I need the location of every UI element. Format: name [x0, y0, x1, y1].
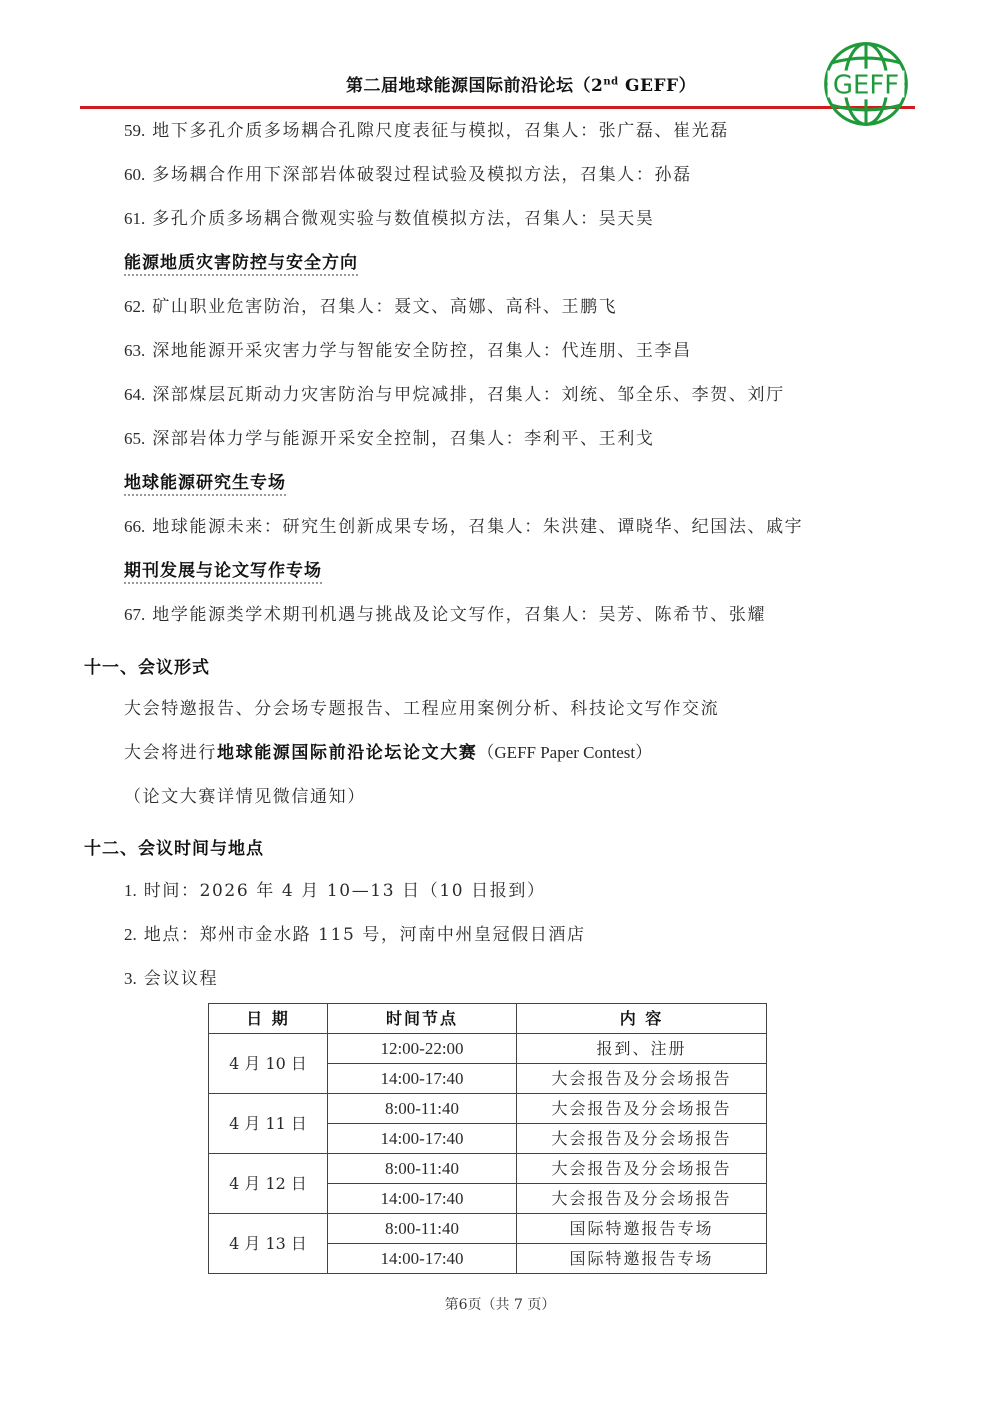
- header-divider: [80, 106, 915, 109]
- time-cell: 14:00-17:40: [328, 1124, 517, 1154]
- time-cell: 14:00-17:40: [328, 1244, 517, 1274]
- time-cell: 8:00-11:40: [328, 1154, 517, 1184]
- item-number: 62.: [124, 297, 146, 316]
- header-time: 时间节点: [328, 1004, 517, 1034]
- list-item: [124, 204, 654, 229]
- paper-contest-note: （论文大赛详情见微信通知）: [124, 787, 366, 807]
- item-number: 65.: [124, 429, 146, 448]
- header-title-text: 第二届地球能源国际前沿论坛（2: [346, 76, 604, 96]
- item-number: 2.: [124, 925, 137, 944]
- subsection-heading: 期刊发展与论文写作专场: [124, 556, 322, 584]
- content-cell: 国际特邀报告专场: [517, 1244, 767, 1274]
- time-cell: 14:00-17:40: [328, 1064, 517, 1094]
- time-cell: 8:00-11:40: [328, 1094, 517, 1124]
- item-number: 61.: [124, 209, 146, 228]
- time-cell: 14:00-17:40: [328, 1184, 517, 1214]
- document-header-title: [346, 71, 696, 96]
- table-row: [209, 1214, 767, 1244]
- item-number: 1.: [124, 881, 137, 900]
- list-item: [124, 876, 546, 901]
- meeting-format-line: 大会特邀报告、分会场专题报告、工程应用案例分析、科技论文写作交流: [124, 699, 720, 719]
- time-cell: 12:00-22:00: [328, 1034, 517, 1064]
- table-row: [209, 1094, 767, 1124]
- item-text: 地学能源类学术期刊机遇与挑战及论文写作，召集人：吴芳、陈希节、张耀: [152, 605, 767, 625]
- header-date: 日 期: [209, 1004, 328, 1034]
- header-title-suffix: GEFF）: [618, 76, 697, 96]
- paper-contest-english: （GEFF Paper Contest）: [477, 743, 653, 762]
- item-number: 64.: [124, 385, 146, 404]
- item-number: 3.: [124, 969, 137, 988]
- date-cell: 4 月 11 日: [209, 1094, 328, 1154]
- item-text: 时间：2026 年 4 月 10—13 日（10 日报到）: [143, 881, 546, 901]
- list-item: [124, 116, 729, 141]
- subsection-heading: 地球能源研究生专场: [124, 468, 286, 496]
- list-item: [124, 380, 785, 405]
- item-number: 63.: [124, 341, 146, 360]
- header-content: 内 容: [517, 1004, 767, 1034]
- item-text: 深地能源开采灾害力学与智能安全防控，召集人：代连朋、王李昌: [152, 341, 692, 361]
- list-item: [124, 512, 803, 537]
- item-text: 深部煤层瓦斯动力灾害防治与甲烷减排，召集人：刘统、邹全乐、李贺、刘厅: [152, 385, 785, 405]
- item-number: 59.: [124, 121, 146, 140]
- list-item: [124, 292, 617, 317]
- agenda-table: [208, 1003, 767, 1274]
- list-item: [124, 424, 654, 449]
- date-cell: 4 月 12 日: [209, 1154, 328, 1214]
- content-cell: 大会报告及分会场报告: [517, 1154, 767, 1184]
- content-cell: 报到、注册: [517, 1034, 767, 1064]
- content-cell: 大会报告及分会场报告: [517, 1094, 767, 1124]
- paper-contest-prefix: 大会将进行: [124, 743, 217, 763]
- agenda-header-row: [209, 1004, 767, 1034]
- item-text: 矿山职业危害防治，召集人：聂文、高娜、高科、王鹏飞: [152, 297, 618, 317]
- content-cell: 大会报告及分会场报告: [517, 1124, 767, 1154]
- page-number: 第6页（共 7 页）: [444, 1297, 556, 1313]
- section-heading: 十一、会议形式: [84, 658, 210, 678]
- table-row: [209, 1154, 767, 1184]
- subsection-heading: 能源地质灾害防控与安全方向: [124, 248, 358, 276]
- list-item: [124, 336, 692, 361]
- date-cell: 4 月 10 日: [209, 1034, 328, 1094]
- item-text: 多孔介质多场耦合微观实验与数值模拟方法，召集人：吴天昊: [152, 209, 655, 229]
- item-text: 地点：郑州市金水路 115 号，河南中州皇冠假日酒店: [143, 925, 586, 945]
- item-text: 地球能源未来：研究生创新成果专场，召集人：朱洪建、谭晓华、纪国法、戚宇: [152, 517, 804, 537]
- paper-contest-line: [124, 738, 652, 763]
- list-item: [124, 600, 766, 625]
- paper-contest-name: 地球能源国际前沿论坛论文大赛: [217, 743, 478, 763]
- item-text: 深部岩体力学与能源开采安全控制，召集人：李利平、王利戈: [152, 429, 655, 449]
- section-heading: 十二、会议时间与地点: [84, 839, 264, 859]
- item-text: 地下多孔介质多场耦合孔隙尺度表征与模拟，召集人：张广磊、崔光磊: [152, 121, 729, 141]
- content-cell: 国际特邀报告专场: [517, 1214, 767, 1244]
- list-item: [124, 964, 218, 989]
- header-title-superscript: nd: [603, 76, 619, 88]
- list-item: [124, 920, 586, 945]
- time-cell: 8:00-11:40: [328, 1214, 517, 1244]
- item-number: 60.: [124, 165, 146, 184]
- list-item: [124, 160, 692, 185]
- date-cell: 4 月 13 日: [209, 1214, 328, 1274]
- content-cell: 大会报告及分会场报告: [517, 1064, 767, 1094]
- item-number: 67.: [124, 605, 146, 624]
- item-text: 会议议程: [143, 969, 219, 989]
- table-row: [209, 1034, 767, 1064]
- geff-globe-logo-icon: [818, 36, 914, 132]
- item-text: 多场耦合作用下深部岩体破裂过程试验及模拟方法，召集人：孙磊: [152, 165, 692, 185]
- item-number: 66.: [124, 517, 146, 536]
- logo-text: GEFF: [832, 70, 900, 101]
- content-cell: 大会报告及分会场报告: [517, 1184, 767, 1214]
